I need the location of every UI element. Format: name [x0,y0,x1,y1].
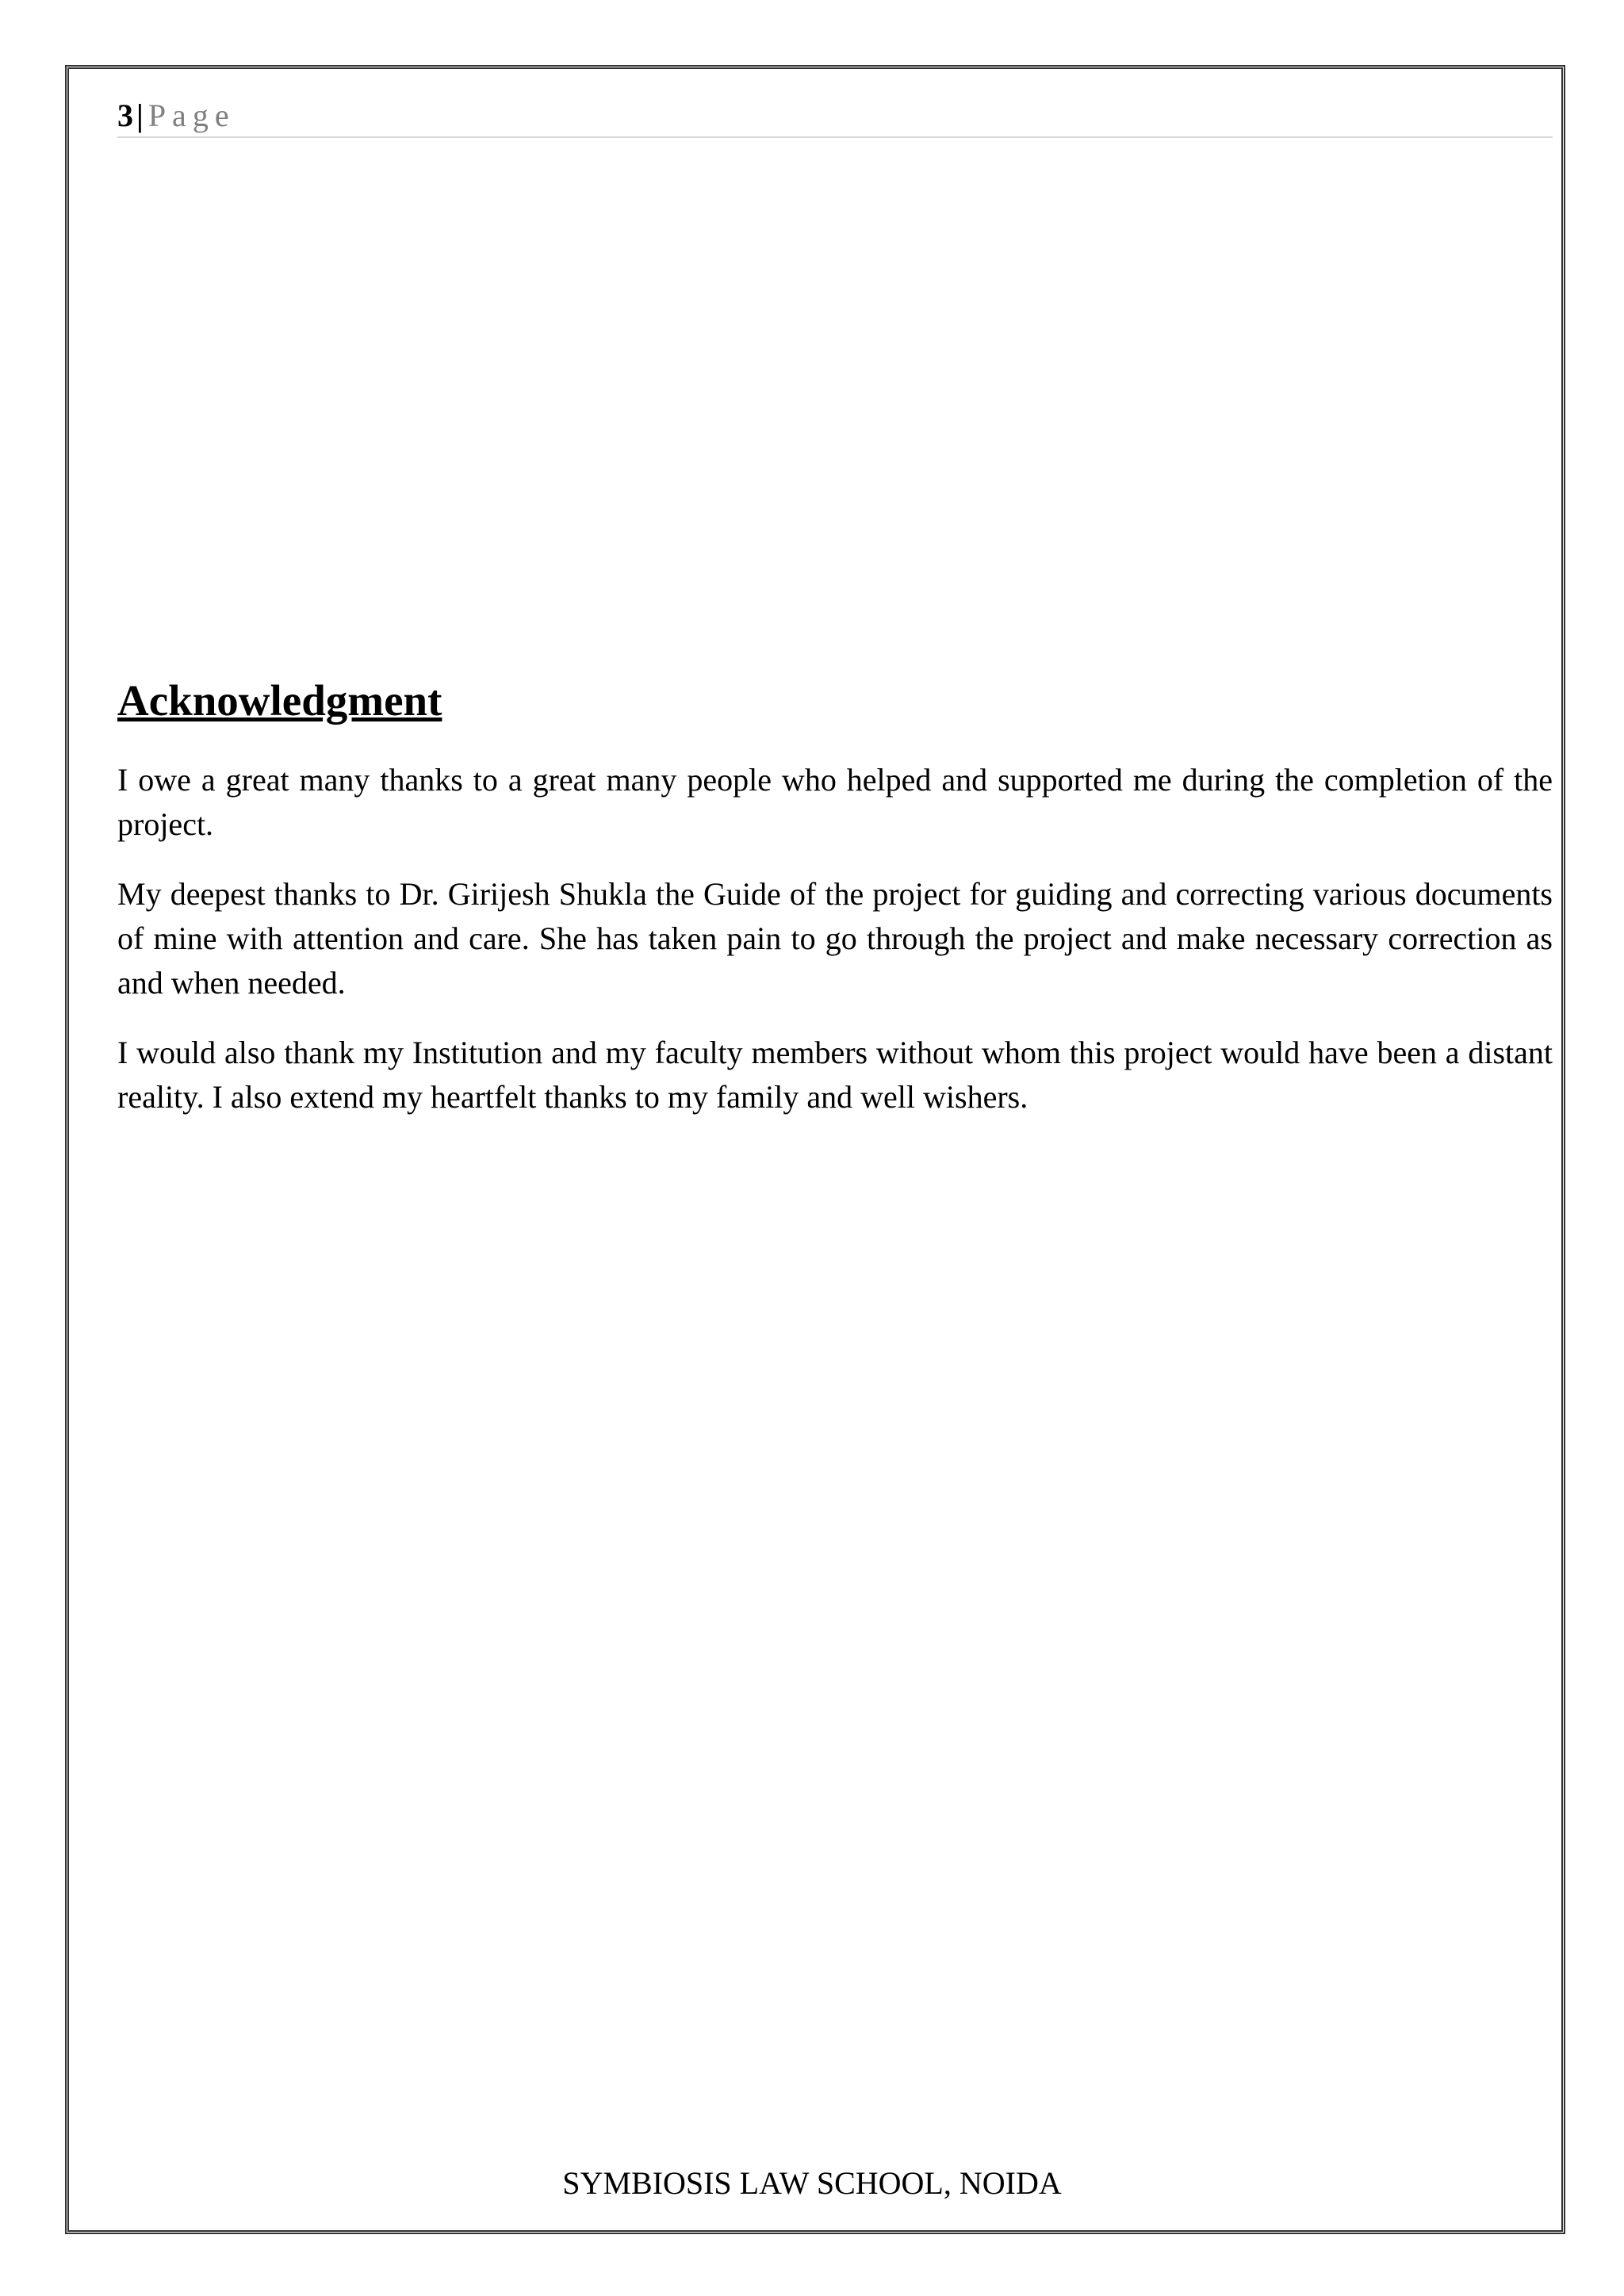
page-footer: SYMBIOSIS LAW SCHOOL, NOIDA [562,2165,1062,2201]
paragraph: I would also thank my Institution and my faculty members without whom this project would have been a distant reality. I also extend my heartfelt thanks to my family and well wishers. [117,1035,1553,1115]
document-body [117,672,1553,1145]
section-heading: Acknowledgment [117,676,442,725]
page-number: 3 [117,98,133,133]
page-header [117,94,1553,138]
paragraph: My deepest thanks to Dr. Girijesh Shukla the Guide of the project for guiding and correcting various documents of mine with attention and care. She has taken pain to go through the project and make necessary correction as and when needed. [117,876,1553,1001]
page-label: Page [147,98,236,133]
header-separator: | [136,98,144,133]
paragraph: I owe a great many thanks to a great many people who helped and supported me during the completion of the project. [117,762,1553,842]
page-border [65,65,1565,2234]
